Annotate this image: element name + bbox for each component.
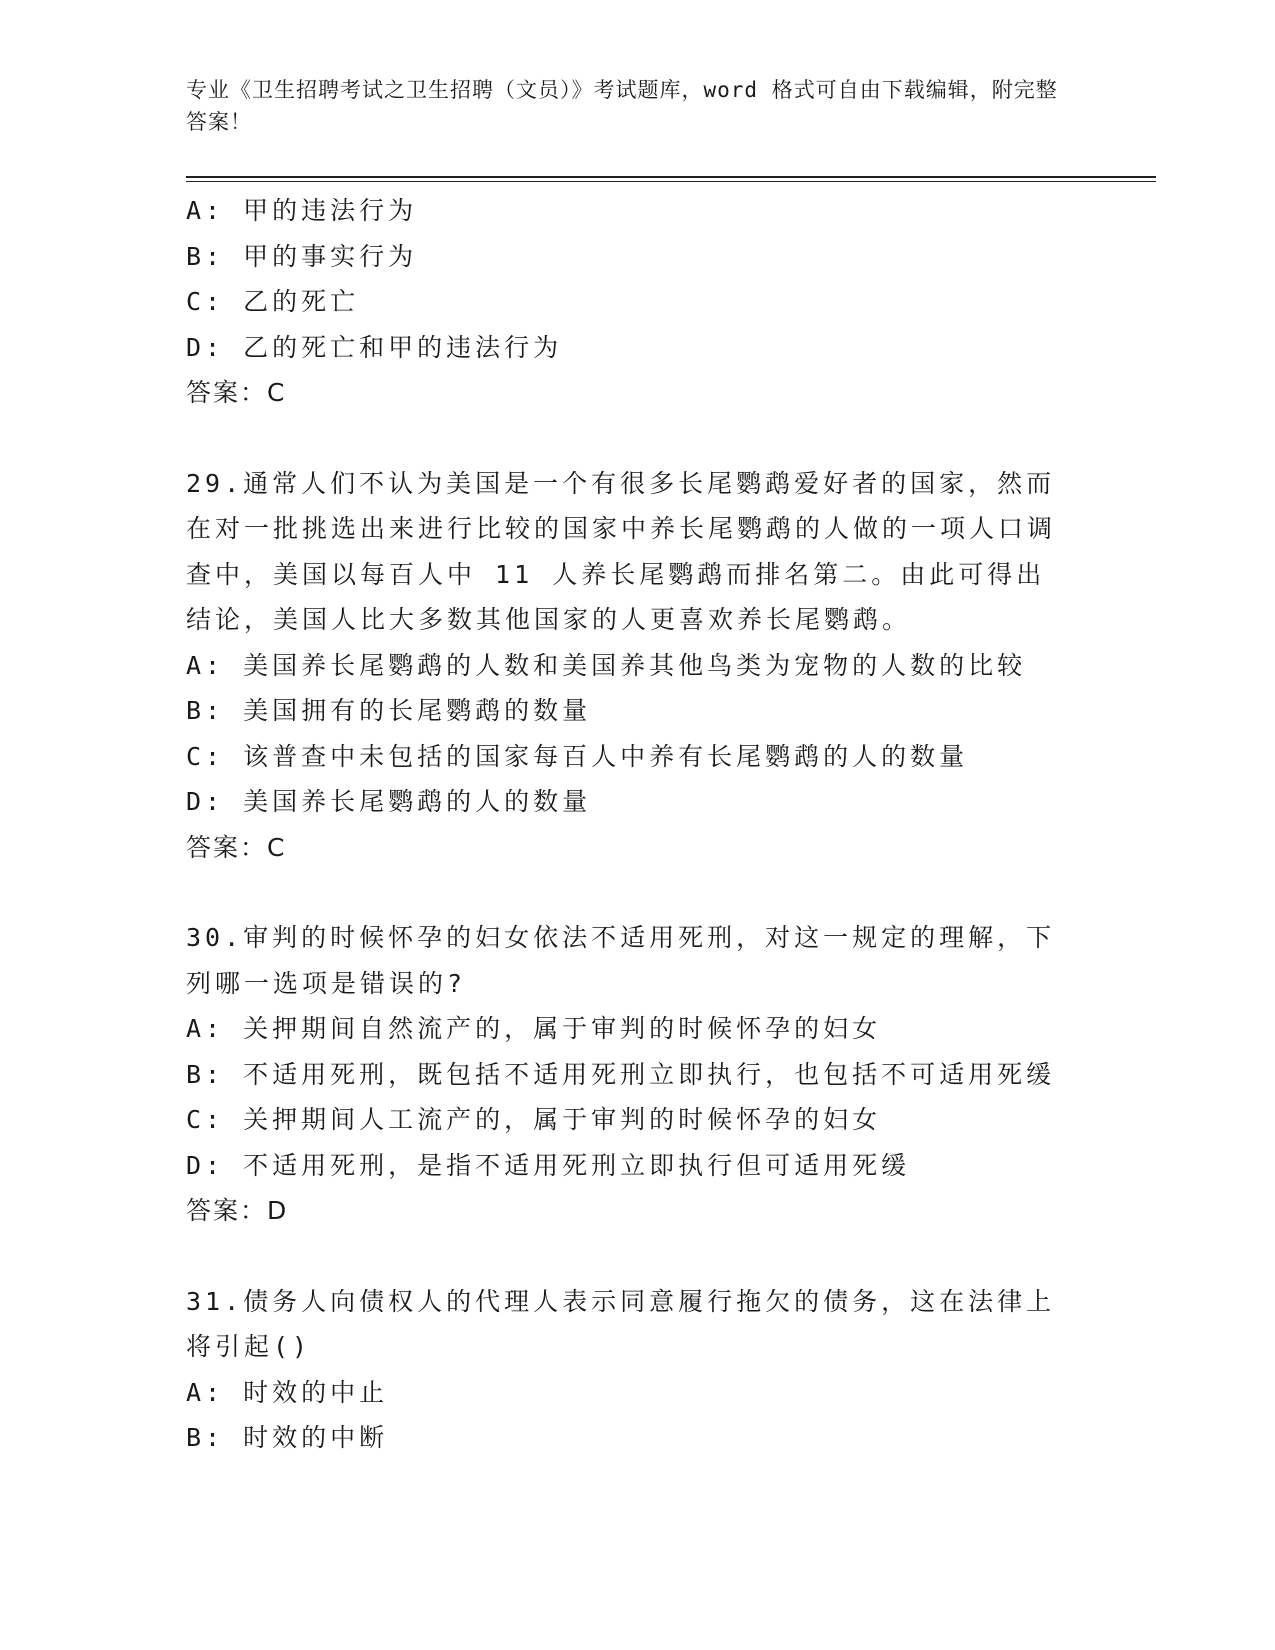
option-c: C: 乙的死亡 xyxy=(186,287,360,316)
question-29 xyxy=(186,461,1086,871)
question-30 xyxy=(186,915,1086,1234)
option-c: C: 关押期间人工流产的，属于审判的时候怀孕的妇女 xyxy=(186,1105,882,1134)
option-c: C: 该普查中未包括的国家每百人中养有长尾鹦鹉的人的数量 xyxy=(186,741,969,771)
option-b: B: 美国拥有的长尾鹦鹉的数量 xyxy=(186,696,592,725)
option-a: A: 时效的中止 xyxy=(186,1377,389,1407)
option-b: B: 甲的事实行为 xyxy=(186,241,418,271)
header-rule-thin xyxy=(186,181,1156,182)
header-rule-thick xyxy=(186,176,1156,178)
option-b: B: 时效的中断 xyxy=(186,1423,389,1452)
question-28 xyxy=(186,188,1086,416)
answer: 答案：D xyxy=(186,1196,289,1225)
document-header: 专业《卫生招聘考试之卫生招聘（文员）》考试题库，word 格式可自由下载编辑，附完整答案！ xyxy=(186,78,1058,134)
question-content xyxy=(186,188,1086,1461)
spacer xyxy=(186,1234,1086,1279)
answer: 答案：C xyxy=(186,832,287,862)
question-31 xyxy=(186,1279,1086,1461)
spacer xyxy=(186,870,1086,915)
option-a: A: 甲的违法行为 xyxy=(186,196,418,225)
option-d: D: 美国养长尾鹦鹉的人的数量 xyxy=(186,787,592,816)
question-text: 29.通常人们不认为美国是一个有很多长尾鹦鹉爱好者的国家，然而在对一批挑选出来进行比较的国家中养长尾鹦鹉的人做的一项人口调查中，美国以每百人中 11 人养长尾鹦鹉而排名第二。由此可得出结论，美国人比大多数其他国家的人更喜欢养长尾鹦鹉。 xyxy=(186,468,1057,634)
answer: 答案：C xyxy=(186,378,287,407)
question-text: 31.债务人向债权人的代理人表示同意履行拖欠的债务，这在法律上将引起() xyxy=(186,1286,1056,1361)
option-a: A: 美国养长尾鹦鹉的人数和美国养其他鸟类为宠物的人数的比较 xyxy=(186,650,1027,680)
option-a: A: 关押期间自然流产的，属于审判的时候怀孕的妇女 xyxy=(186,1014,882,1043)
option-d: D: 不适用死刑，是指不适用死刑立即执行但可适用死缓 xyxy=(186,1150,911,1180)
option-d: D: 乙的死亡和甲的违法行为 xyxy=(186,332,563,362)
option-b: B: 不适用死刑，既包括不适用死刑立即执行，也包括不可适用死缓 xyxy=(186,1059,1056,1089)
question-text: 30.审判的时候怀孕的妇女依法不适用死刑，对这一规定的理解，下列哪一选项是错误的? xyxy=(186,923,1056,998)
spacer xyxy=(186,416,1086,461)
